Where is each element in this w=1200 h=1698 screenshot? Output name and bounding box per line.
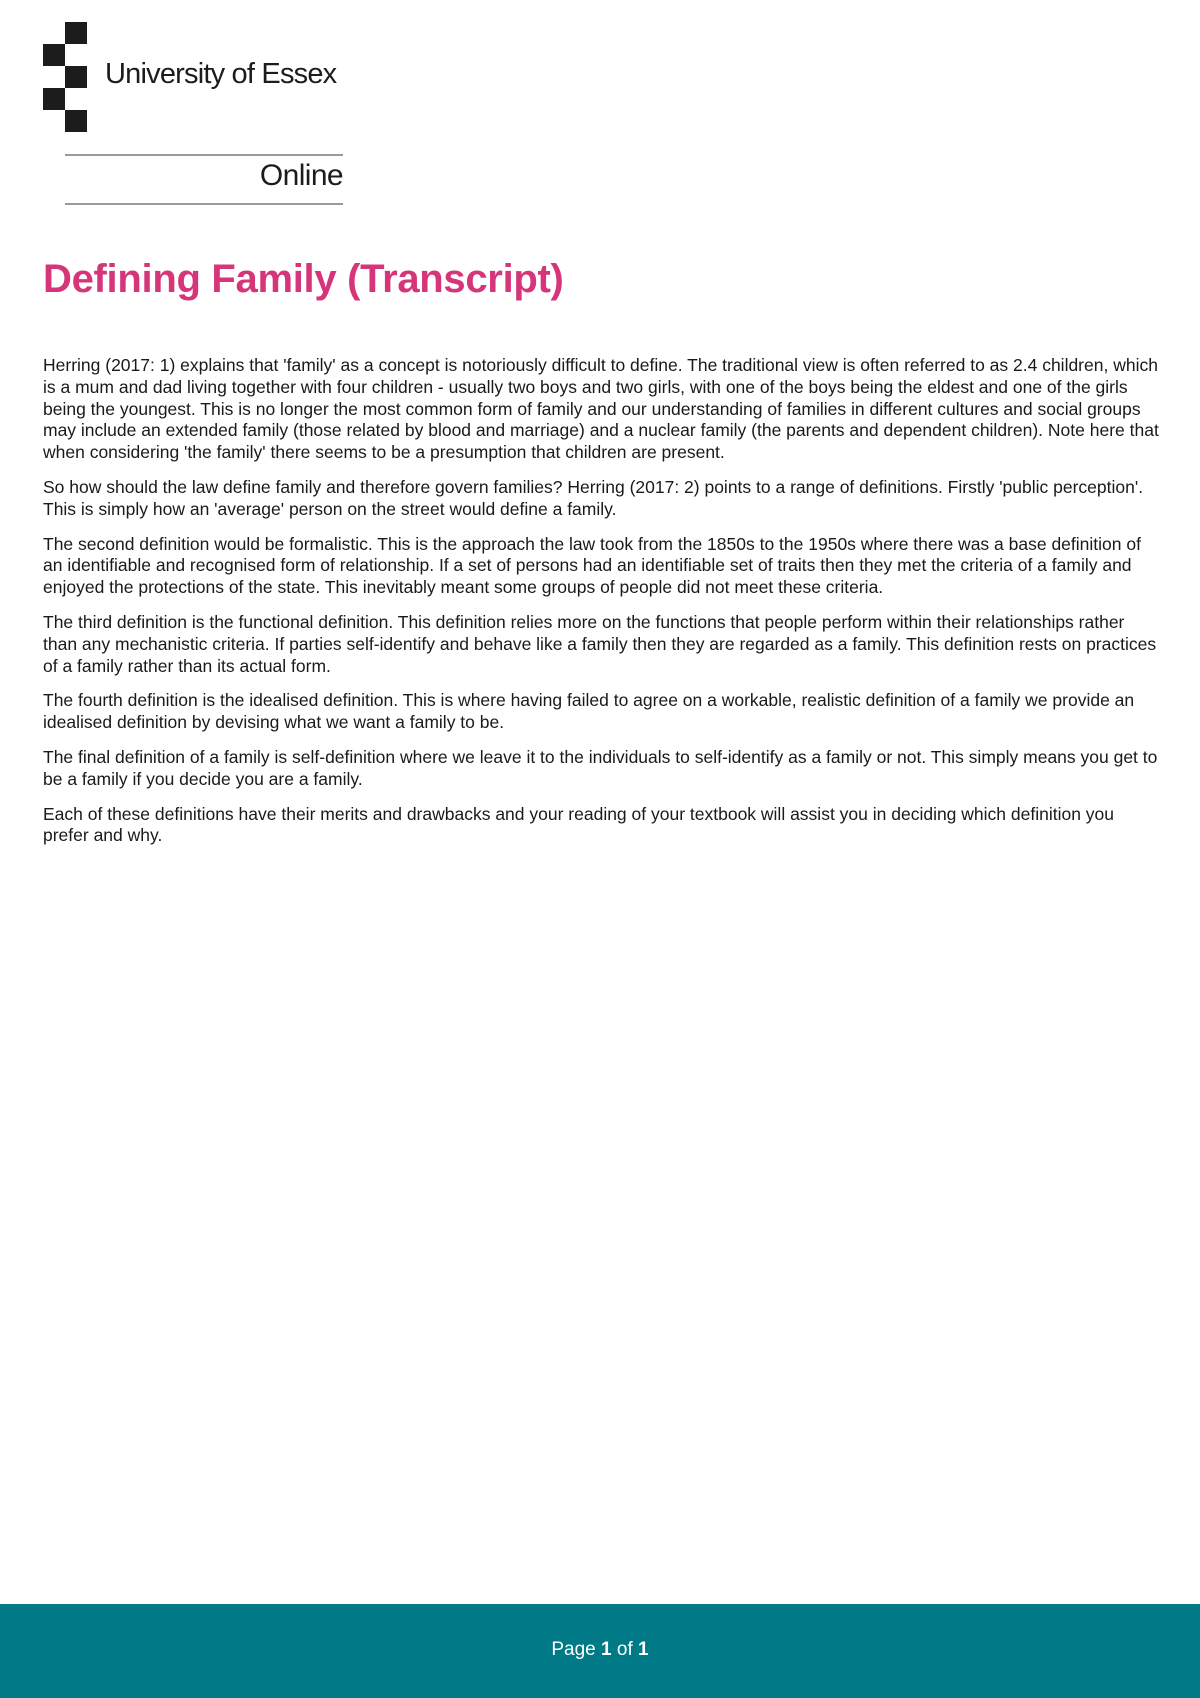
paragraph: The third definition is the functional definition. This definition relies more on the functions that people perform within their relationships rather than any mechanistic criteria. If parties self-identify and behave like a family then they are regarded as a family. This definition rests on practices of a family rather than its actual form. bbox=[43, 611, 1157, 676]
logo-checker-icon bbox=[43, 22, 87, 132]
university-logo bbox=[43, 22, 343, 208]
page-footer bbox=[0, 1604, 1200, 1698]
paragraph: Each of these definitions have their merits and drawbacks and your reading of your textbook will assist you in deciding which definition you prefer and why. bbox=[43, 803, 1115, 846]
logo-divider-top bbox=[65, 154, 343, 156]
paragraph: So how should the law define family and therefore govern families? Herring (2017: 2) points to a range of definitions. Firstly 'public perception'. This is simply how an 'average' person on the street would define a family. bbox=[43, 476, 1144, 519]
logo-divider-bottom bbox=[65, 203, 343, 205]
page-number bbox=[0, 1639, 1200, 1661]
paragraph: The fourth definition is the idealised definition. This is where having failed to agree on a workable, realistic definition of a family we provide an idealised definition by devising what we want a family to be. bbox=[43, 690, 1135, 733]
paragraph: The final definition of a family is self-definition where we leave it to the individuals to self-identify as a family or not. This simply means you get to be a family if you decide you are a family. bbox=[43, 746, 1158, 789]
paragraph: Herring (2017: 1) explains that 'family' as a concept is notoriously difficult to define. The traditional view is often referred to as 2.4 children, which is a mum and dad living together with four children - usually two boys and two girls, with one of the boys being the eldest and one of the girls being the youngest. This is no longer the most common form of family and our understanding of families in different cultures and social groups may include an extended family (those related by blood and marriage) and a nuclear family (the parents and dependent children). Note here that when considering 'the family' there seems to be a presumption that children are present. bbox=[43, 355, 1159, 463]
total-pages: 1 bbox=[638, 1639, 649, 1660]
page-label: Page bbox=[551, 1639, 596, 1660]
document-title: Defining Family (Transcript) bbox=[43, 257, 564, 301]
paragraph: The second definition would be formalistic. This is the approach the law took from the 1850s to the 1950s where there was a base definition of an identifiable and recognised form of relationship. If a set of persons had an identifiable set of traits then they met the criteria of a family and enjoyed the protections of the state. This inevitably meant some groups of people did not meet these criteria. bbox=[43, 533, 1141, 598]
logo-university-name: University of Essex bbox=[105, 58, 337, 90]
logo-online-label: Online bbox=[259, 159, 343, 192]
of-label: of bbox=[616, 1639, 633, 1660]
current-page: 1 bbox=[601, 1639, 612, 1660]
document-body bbox=[43, 355, 1163, 860]
